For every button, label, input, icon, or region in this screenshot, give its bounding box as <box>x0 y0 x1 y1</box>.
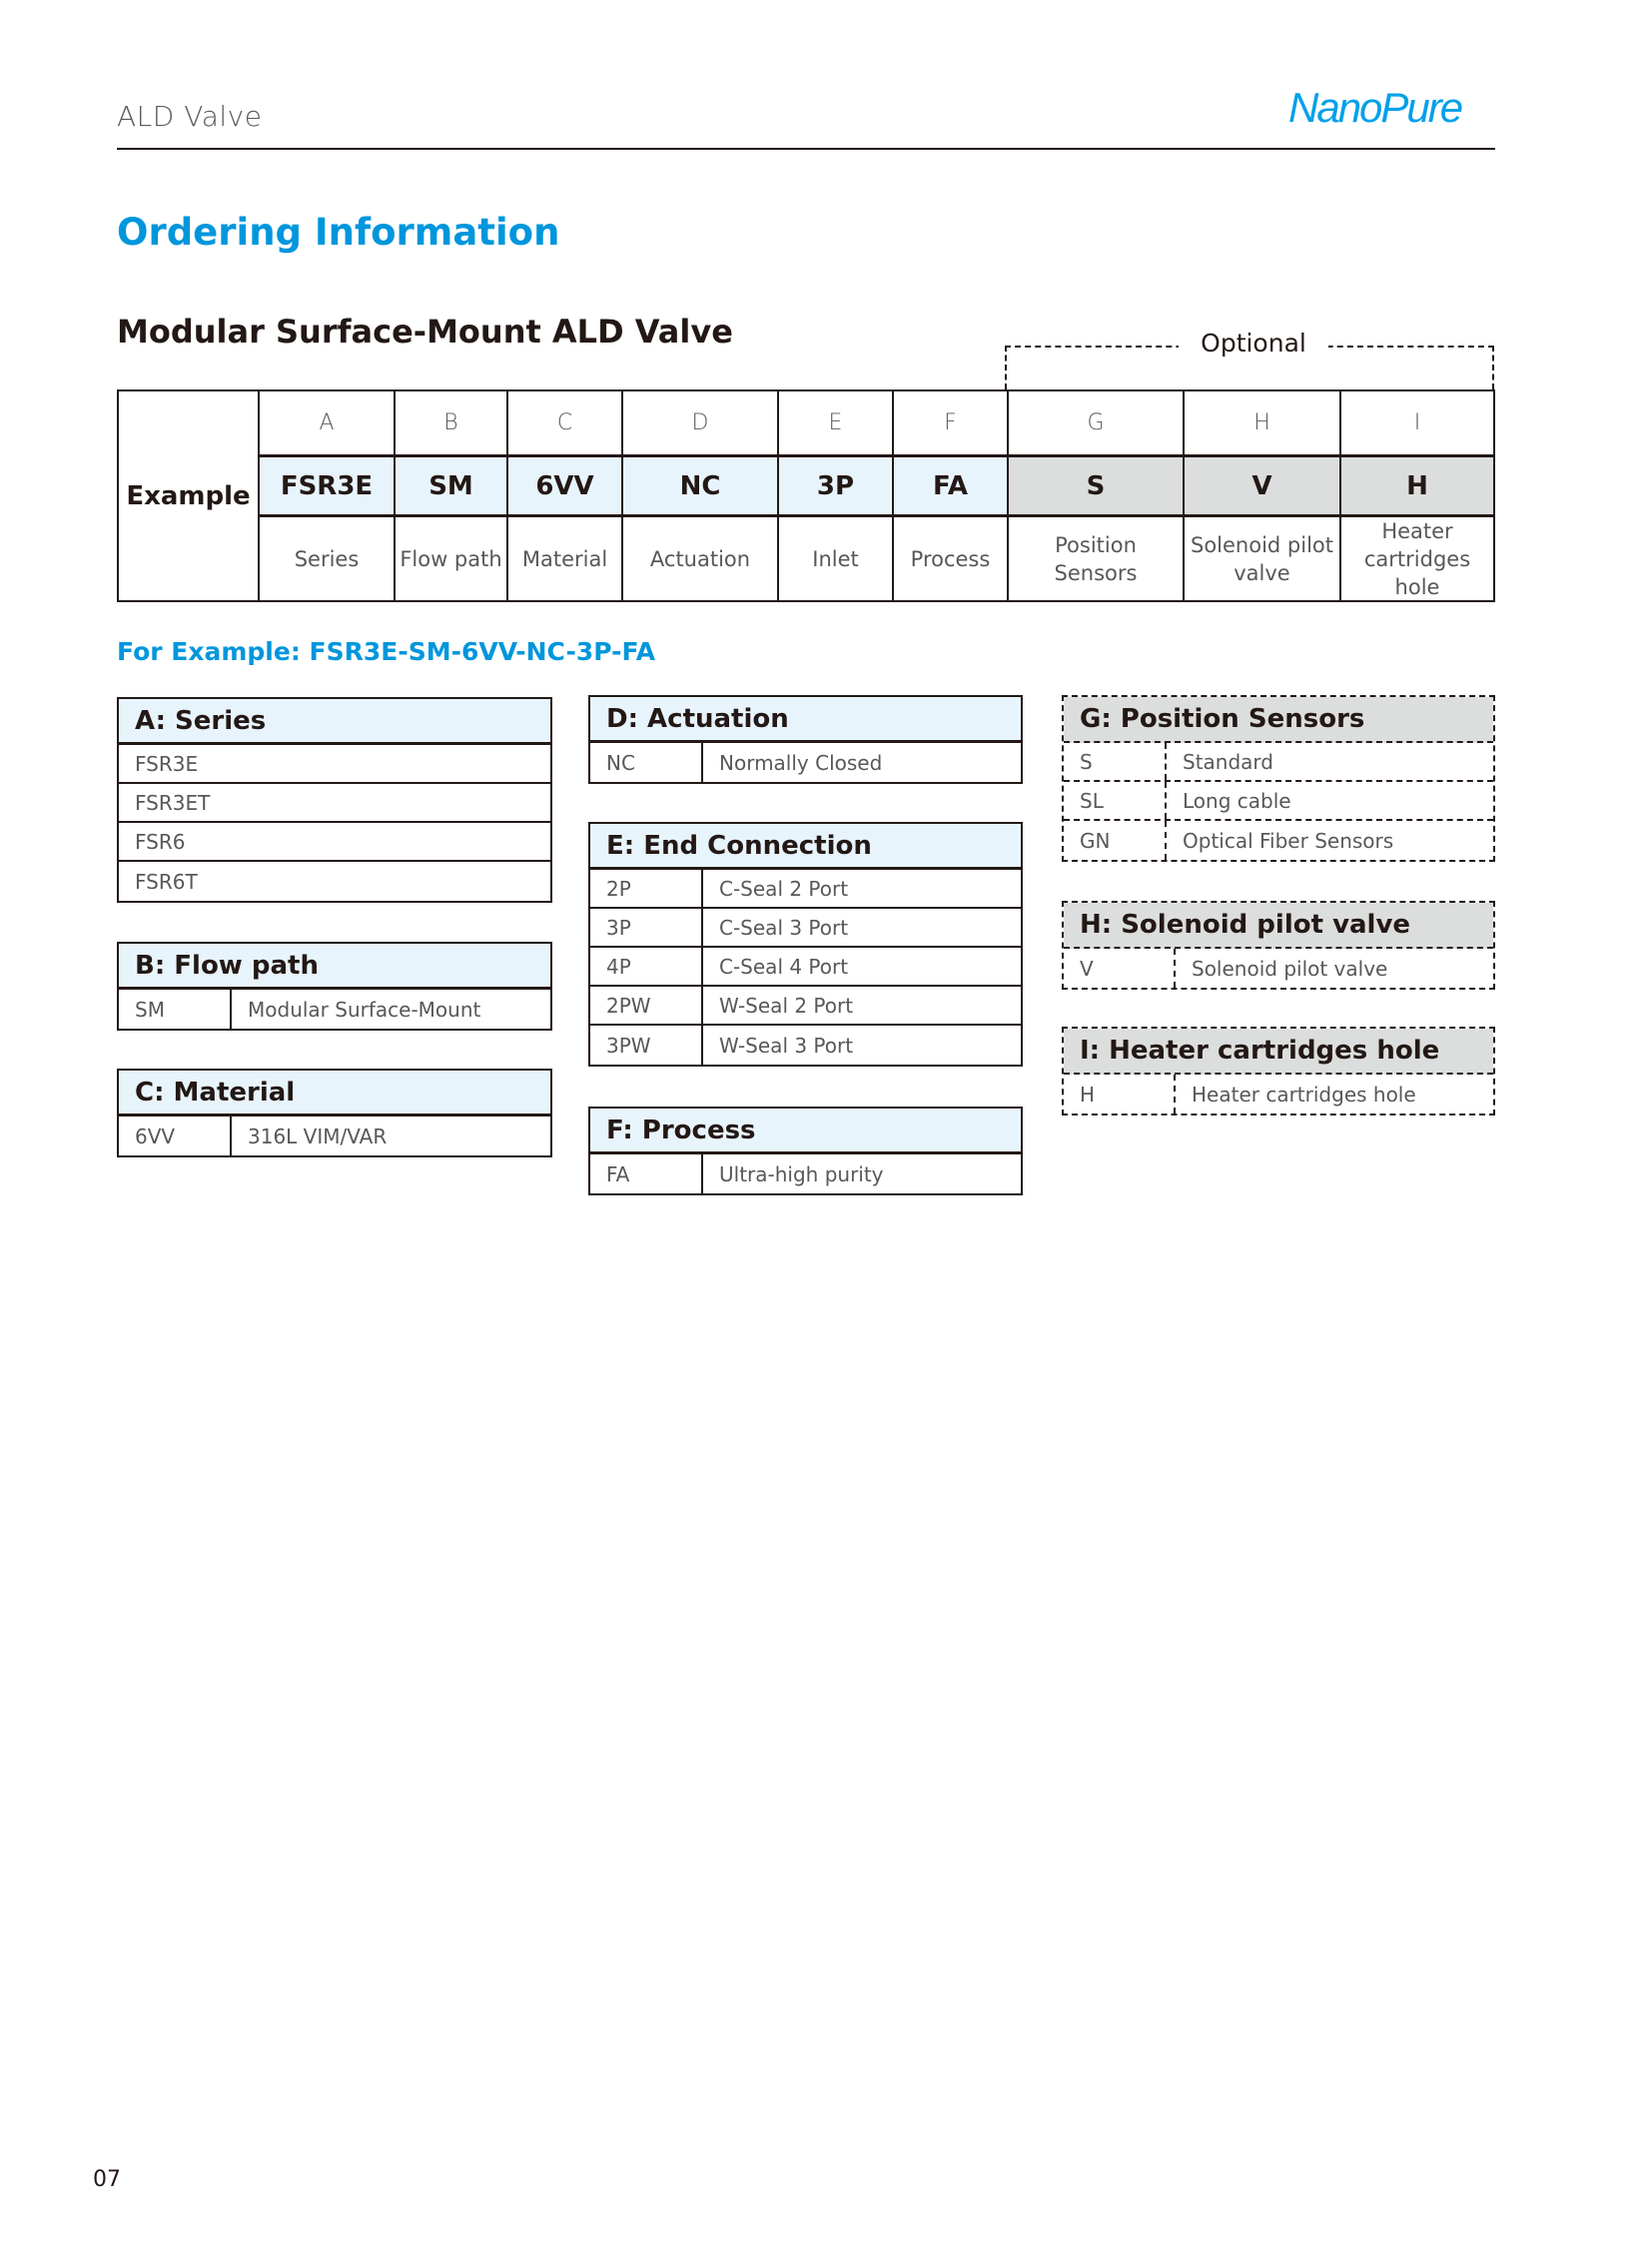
option-group-title: A: Series <box>119 699 550 745</box>
options-flow-path <box>117 942 552 1031</box>
code-value: FSR3E <box>260 454 394 517</box>
code-description: Flow path <box>400 546 502 571</box>
code-letter: F <box>944 410 957 435</box>
option-row <box>590 948 1021 987</box>
option-code: 2PW <box>606 993 651 1018</box>
option-group-title: C: Material <box>119 1071 550 1117</box>
optional-label: Optional <box>1179 329 1328 358</box>
option-row <box>590 909 1021 948</box>
options-material <box>117 1069 552 1157</box>
option-row <box>590 1154 1021 1193</box>
code-column-e <box>777 391 892 600</box>
header-title: ALD Valve <box>117 100 263 133</box>
option-code: H <box>1080 1082 1096 1107</box>
option-code: SL <box>1080 788 1104 813</box>
page-number: 07 <box>93 2167 121 2192</box>
code-description: Process <box>910 546 991 571</box>
code-description: Solenoid pilot valve <box>1190 532 1333 585</box>
code-letter: E <box>828 410 843 435</box>
option-row <box>119 784 550 823</box>
code-column-h <box>1183 391 1339 600</box>
code-description: Material <box>521 546 608 571</box>
code-column-c <box>506 391 621 600</box>
code-value: FA <box>894 454 1007 517</box>
code-description: Inlet <box>812 546 859 571</box>
option-row <box>119 823 550 862</box>
code-letter: I <box>1413 410 1421 435</box>
code-value: SM <box>396 454 506 517</box>
option-description: 316L VIM/VAR <box>230 1117 550 1155</box>
option-code: 3PW <box>606 1033 651 1058</box>
option-description: Ultra-high purity <box>701 1154 1021 1193</box>
option-row <box>590 743 1021 782</box>
option-code: FSR6 <box>135 829 186 854</box>
option-code: FSR3ET <box>135 790 211 815</box>
header-divider <box>117 148 1495 150</box>
option-description: W-Seal 3 Port <box>701 1026 1021 1065</box>
option-description: Standard <box>1165 743 1493 780</box>
code-description: Heater cartridges hole <box>1363 518 1471 599</box>
code-letter: G <box>1087 410 1105 435</box>
option-code: 3P <box>606 915 631 940</box>
option-description: C-Seal 2 Port <box>701 870 1021 907</box>
code-value: 6VV <box>508 454 621 517</box>
option-code: S <box>1080 749 1093 774</box>
option-description: W-Seal 2 Port <box>701 987 1021 1024</box>
options-actuation <box>588 695 1023 784</box>
option-code: 2P <box>606 876 631 901</box>
ordering-code-table <box>117 389 1495 602</box>
code-description: Position Sensors <box>1054 532 1138 585</box>
code-value: H <box>1341 454 1493 517</box>
code-column-d <box>621 391 777 600</box>
code-value: NC <box>623 454 777 517</box>
option-row <box>590 870 1021 909</box>
option-row <box>119 1117 550 1155</box>
option-group-title: F: Process <box>590 1109 1021 1154</box>
option-description: C-Seal 4 Port <box>701 948 1021 985</box>
option-code: V <box>1080 956 1094 981</box>
section-title: Modular Surface-Mount ALD Valve <box>117 313 733 351</box>
option-description: Optical Fiber Sensors <box>1165 821 1493 860</box>
code-letter: A <box>319 410 335 435</box>
option-code: SM <box>135 997 165 1022</box>
code-column-i <box>1339 391 1493 600</box>
code-letter: H <box>1253 410 1270 435</box>
code-letter: D <box>691 410 709 435</box>
code-description: Series <box>294 546 360 571</box>
option-group-title: B: Flow path <box>119 944 550 990</box>
example-part-number: For Example: FSR3E-SM-6VV-NC-3P-FA <box>117 637 656 666</box>
options-end-connection <box>588 822 1023 1067</box>
option-description: Normally Closed <box>701 743 1021 782</box>
page-title: Ordering Information <box>117 211 560 254</box>
options-solenoid-pilot-valve <box>1062 901 1495 990</box>
option-code: FA <box>606 1161 630 1186</box>
option-description: Long cable <box>1165 782 1493 819</box>
option-description: Modular Surface-Mount <box>230 990 550 1029</box>
option-row <box>1064 821 1493 860</box>
option-row <box>1064 782 1493 821</box>
option-row <box>119 990 550 1029</box>
option-row <box>1064 1075 1493 1114</box>
option-group-title: E: End Connection <box>590 824 1021 870</box>
code-value: 3P <box>779 454 892 517</box>
code-letter: B <box>443 410 458 435</box>
option-description: Solenoid pilot valve <box>1174 949 1493 988</box>
option-row <box>119 862 550 901</box>
code-value: V <box>1185 454 1339 517</box>
options-position-sensors <box>1062 695 1495 862</box>
code-column-g <box>1007 391 1183 600</box>
option-code: 4P <box>606 954 631 979</box>
options-series <box>117 697 552 903</box>
code-value: S <box>1009 454 1183 517</box>
example-row-label: Example <box>126 480 251 511</box>
options-process <box>588 1107 1023 1195</box>
code-column-b <box>394 391 506 600</box>
option-description: C-Seal 3 Port <box>701 909 1021 946</box>
option-group-title: H: Solenoid pilot valve <box>1064 903 1493 949</box>
code-description: Actuation <box>649 546 751 571</box>
option-row <box>1064 743 1493 782</box>
code-column-f <box>892 391 1007 600</box>
option-row <box>119 745 550 784</box>
option-code: FSR6T <box>135 869 198 894</box>
options-heater-cartridges-hole <box>1062 1027 1495 1116</box>
option-code: 6VV <box>135 1123 176 1148</box>
option-row <box>1064 949 1493 988</box>
option-code: NC <box>606 750 635 775</box>
option-row <box>590 987 1021 1026</box>
option-row <box>590 1026 1021 1065</box>
option-code: FSR3E <box>135 751 199 776</box>
nanopure-logo: NanoPure <box>1288 84 1462 131</box>
option-group-title: I: Heater cartridges hole <box>1064 1029 1493 1075</box>
option-code: GN <box>1080 828 1111 853</box>
code-column-a <box>258 391 394 600</box>
code-letter: C <box>556 410 573 435</box>
option-group-title: D: Actuation <box>590 697 1021 743</box>
option-group-title: G: Position Sensors <box>1064 697 1493 743</box>
option-description: Heater cartridges hole <box>1174 1075 1493 1114</box>
